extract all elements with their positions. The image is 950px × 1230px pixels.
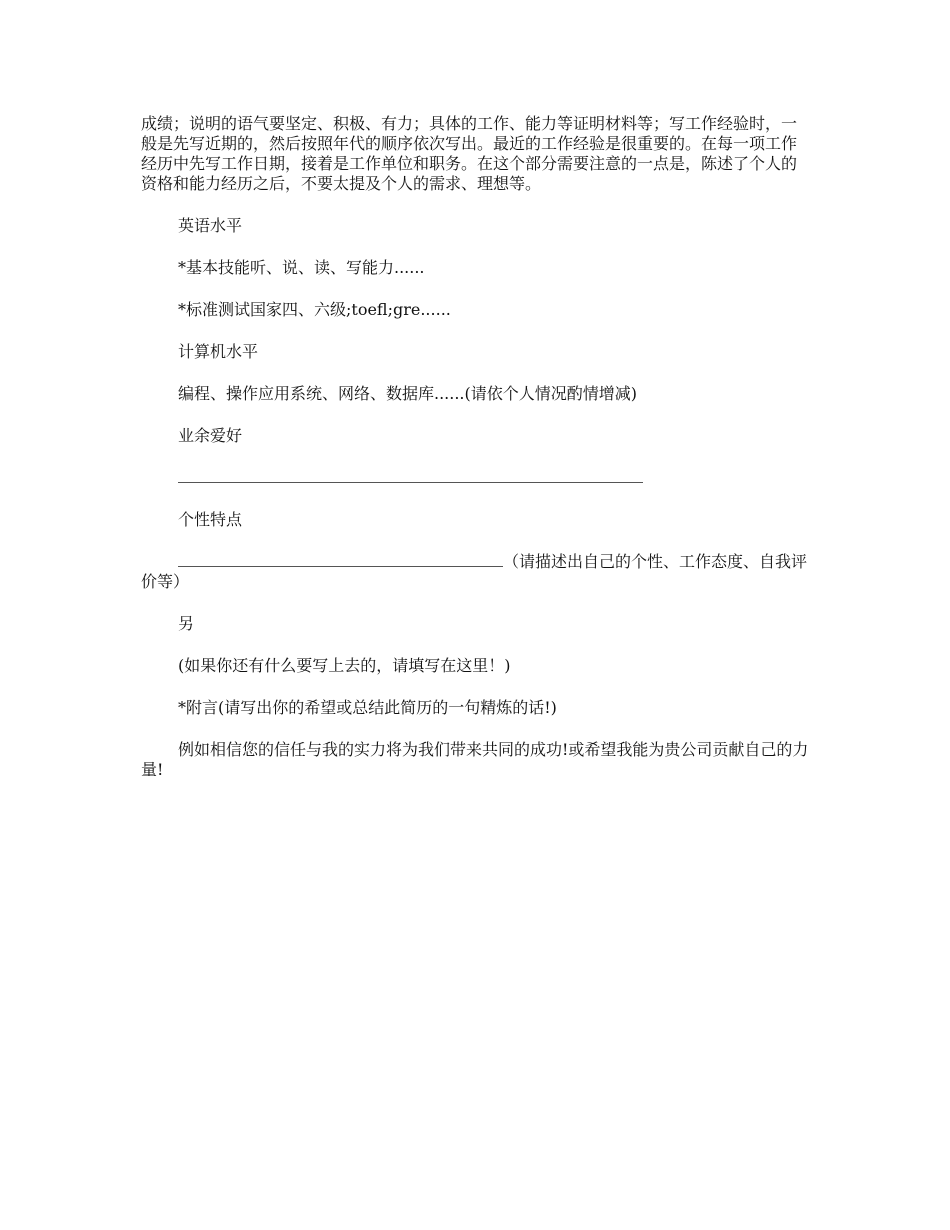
postscript-heading: *附言(请写出你的希望或总结此简历的一句精炼的话!) xyxy=(178,698,557,717)
english-level-heading: 英语水平 xyxy=(178,216,243,235)
hobbies-heading: 业余爱好 xyxy=(178,426,243,445)
personality-heading: 个性特点 xyxy=(178,510,243,529)
english-basic-skills: *基本技能听、说、读、写能力...... xyxy=(178,258,425,277)
english-standard-tests: *标准测试国家四、六级;toefl;gre...... xyxy=(178,300,451,319)
other-hint: (如果你还有什么要写上去的，请填写在这里！) xyxy=(178,656,511,675)
document-page xyxy=(141,114,811,802)
computer-level-heading: 计算机水平 xyxy=(178,342,259,361)
computer-skills: 编程、操作应用系统、网络、数据库......(请依个人情况酌情增减) xyxy=(178,384,638,403)
fill-in-blank xyxy=(178,468,643,483)
intro-paragraph: 成绩；说明的语气要坚定、积极、有力；具体的工作、能力等证明材料等；写工作经验时，一般是先写近期的，然后按照年代的顺序依次写出。最近的工作经验是很重要的。在每一项工作经历中先写工作日期，接着是工作单位和职务。在这个部分需要注意的一点是，陈述了个人的资格和能力经历之后，不要太提及个人的需求、理想等。 xyxy=(141,114,798,193)
personality-hint: （请描述出自己的个性、工作态度、自我评价等） xyxy=(141,552,808,591)
postscript-example: 例如相信您的信任与我的实力将为我们带来共同的成功!或希望我能为贵公司贡献自己的力量! xyxy=(141,740,809,779)
hobbies-blank-line xyxy=(141,468,811,488)
fill-in-blank xyxy=(178,552,503,567)
other-heading: 另 xyxy=(178,614,195,633)
personality-line xyxy=(141,552,811,592)
